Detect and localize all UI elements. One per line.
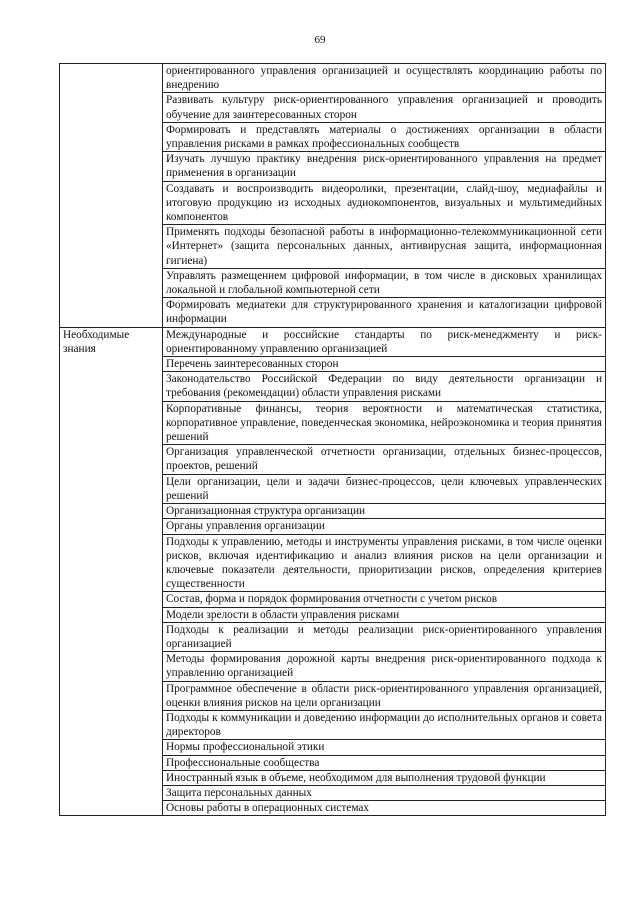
table-cell-item: Формировать медиатеки для структурированного хранения и каталогизации цифровой информации bbox=[163, 298, 606, 327]
table-cell-item: Иностранный язык в объеме, необходимом для выполнения трудовой функции bbox=[163, 770, 606, 785]
table-cell-item: Организация управленческой отчетности организации, отдельных бизнес-процессов, проектов, решений bbox=[163, 445, 606, 474]
table-cell-item: Подходы к управлению, методы и инструменты управления рисками, в том числе оценки рисков, включая идентификацию и анализ влияния рисков на цели организации и ключевые показатели деятельности, приоритизации рисков, определения критериев существенности bbox=[163, 534, 606, 592]
table-cell-item: Создавать и воспроизводить видеоролики, презентации, слайд-шоу, медиафайлы и итоговую продукцию из исходных аудиокомпонентов, визуальных и мультимедийных компонентов bbox=[163, 181, 606, 225]
table-row bbox=[60, 64, 606, 93]
table-cell-item: Корпоративные финансы, теория вероятности и математическая статистика, корпоративное управление, поведенческая экономика, нейроэкономика и теория принятия решений bbox=[163, 401, 606, 445]
table-cell-item: Модели зрелости в области управления рисками bbox=[163, 607, 606, 622]
table-cell-item: Подходы к реализации и методы реализации риск-ориентированного управления организацией bbox=[163, 622, 606, 651]
table-cell-item: Профессиональные сообщества bbox=[163, 755, 606, 770]
table-cell-item: Состав, форма и порядок формирования отчетности с учетом рисков bbox=[163, 592, 606, 607]
table-cell-item: Применять подходы безопасной работы в информационно-телекоммуникационной сети «Интернет» (защита персональных данных, антивирусная защита, информационная гигиена) bbox=[163, 225, 606, 269]
table-cell-item: Законодательство Российской Федерации по виду деятельности организации и требования (рекомендации) области управления рисками bbox=[163, 372, 606, 401]
competency-table bbox=[59, 63, 606, 816]
table-cell-item: Развивать культуру риск-ориентированного управления организацией и проводить обучение для заинтересованных сторон bbox=[163, 93, 606, 122]
table-cell-item: Нормы профессиональной этики bbox=[163, 740, 606, 755]
table-cell-item: Подходы к коммуникации и доведению информации до исполнительных органов и совета директоров bbox=[163, 710, 606, 739]
table-cell-item: Программное обеспечение в области риск-ориентированного управления организацией, оценки влияния рисков на цели организации bbox=[163, 681, 606, 710]
section-label: Необходимые знания bbox=[60, 327, 163, 816]
table-cell-item: Методы формирования дорожной карты внедрения риск-ориентированного подхода к управлению организацией bbox=[163, 652, 606, 681]
competency-table-body bbox=[60, 64, 606, 816]
table-cell-item: Цели организации, цели и задачи бизнес-процессов, цели ключевых управленческих решений bbox=[163, 474, 606, 503]
table-cell-item: Основы работы в операционных системах bbox=[163, 801, 606, 816]
table-cell-item: Организационная структура организации bbox=[163, 504, 606, 519]
table-cell-item: ориентированного управления организацией и осуществлять координацию работы по внедрению bbox=[163, 64, 606, 93]
table-cell-item: Управлять размещением цифровой информации, в том числе в дисковых хранилищах локальной и глобальной компьютерной сети bbox=[163, 268, 606, 297]
table-cell-item: Защита персональных данных bbox=[163, 785, 606, 800]
page-number: 69 bbox=[314, 34, 326, 46]
table-cell-item: Перечень заинтересованных сторон bbox=[163, 357, 606, 372]
table-cell-item: Органы управления организации bbox=[163, 519, 606, 534]
table-cell-item: Изучать лучшую практику внедрения риск-ориентированного управления на предмет применения в организации bbox=[163, 152, 606, 181]
section-label bbox=[60, 64, 163, 328]
table-row bbox=[60, 327, 606, 356]
table-cell-item: Международные и российские стандарты по риск-менеджменту и риск-ориентированному управлению организацией bbox=[163, 327, 606, 356]
table-cell-item: Формировать и представлять материалы о достижениях организации в области управления рисками в рамках профессиональных сообществ bbox=[163, 122, 606, 151]
